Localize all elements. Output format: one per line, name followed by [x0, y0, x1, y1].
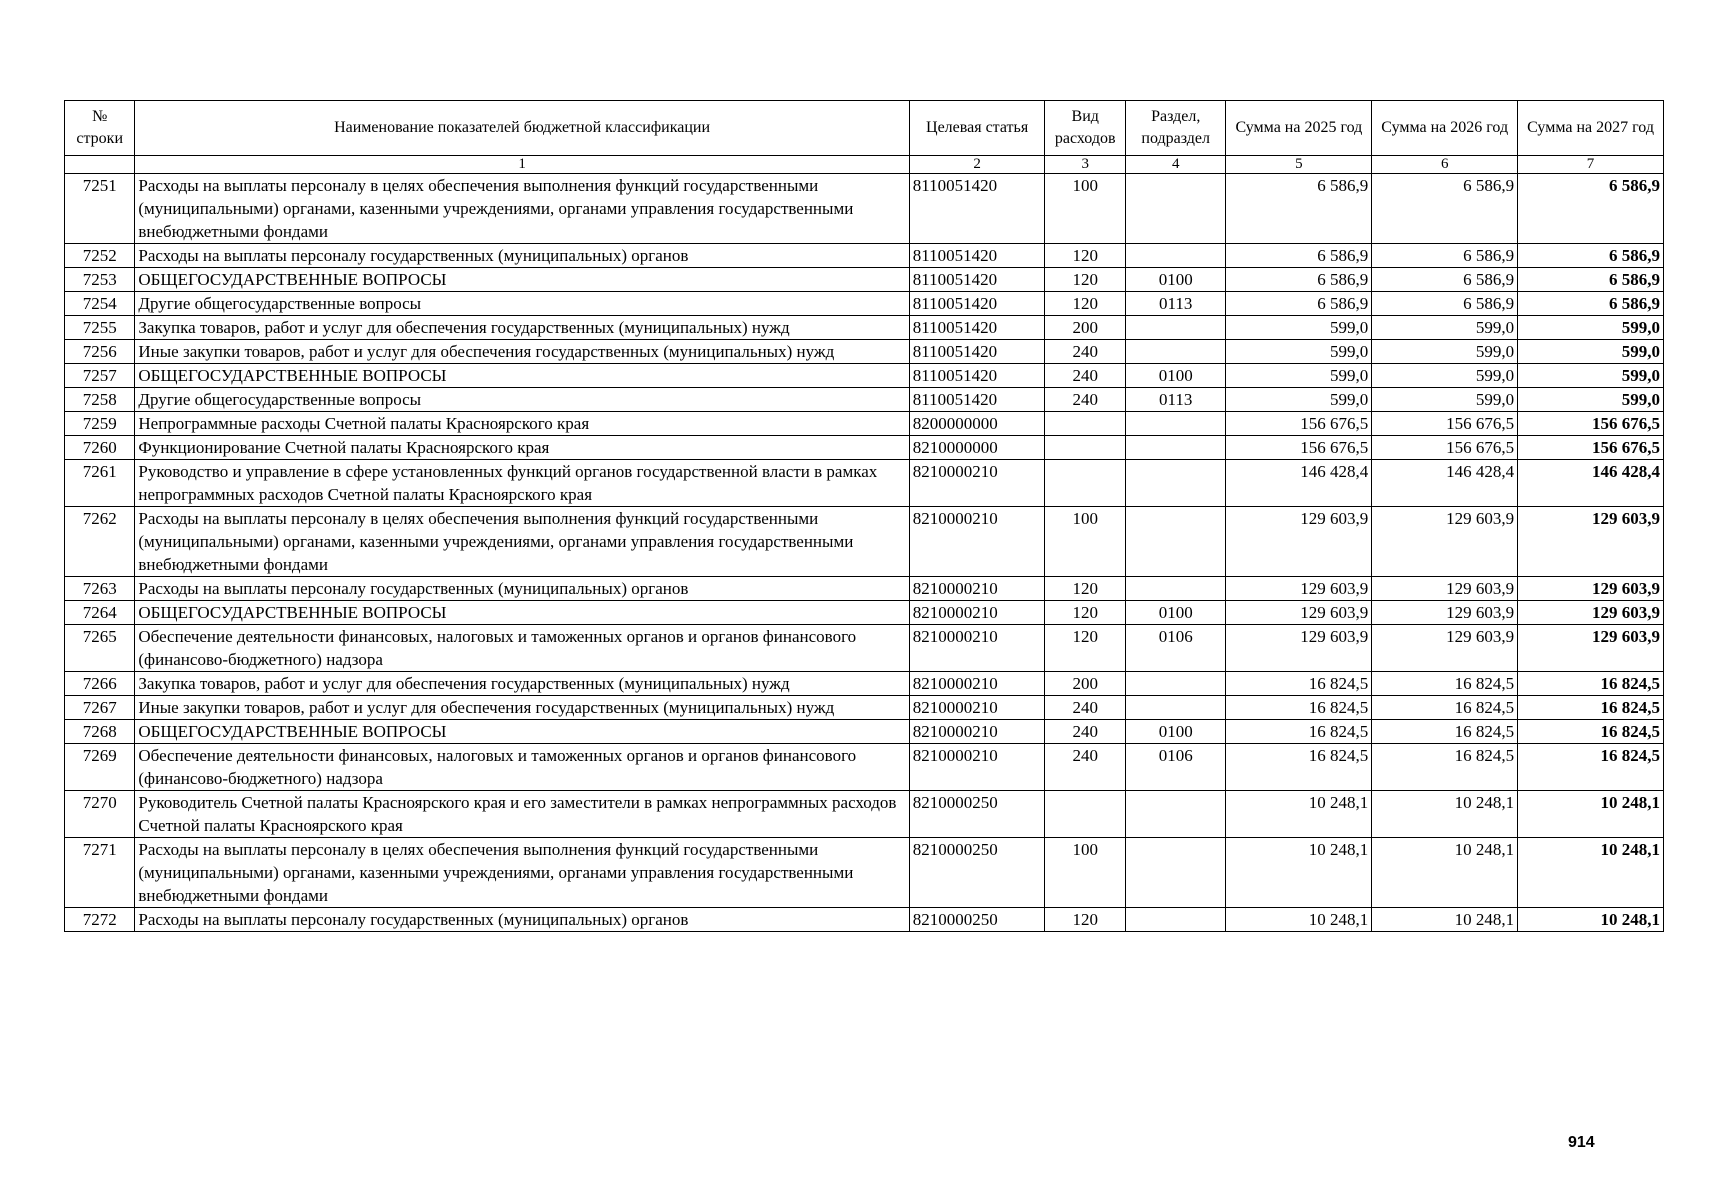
sum-2025-cell: 599,0 [1226, 340, 1372, 364]
sum-2027-cell: 6 586,9 [1518, 174, 1664, 244]
target-article-cell: 8110051420 [909, 364, 1045, 388]
sum-2025-cell: 16 824,5 [1226, 672, 1372, 696]
table-row [65, 244, 1664, 268]
table-row [65, 720, 1664, 744]
target-article-cell: 8210000000 [909, 436, 1045, 460]
row-number-cell: 7257 [65, 364, 135, 388]
sum-2025-cell: 129 603,9 [1226, 601, 1372, 625]
sum-2025-cell: 599,0 [1226, 364, 1372, 388]
sum-2026-cell: 6 586,9 [1372, 244, 1518, 268]
sum-2026-cell: 599,0 [1372, 388, 1518, 412]
expense-type-cell: 100 [1045, 507, 1125, 577]
row-number-cell: 7254 [65, 292, 135, 316]
table-row [65, 316, 1664, 340]
expense-type-cell: 120 [1045, 577, 1125, 601]
column-number: 3 [1045, 156, 1125, 174]
target-article-cell: 8210000210 [909, 744, 1045, 791]
table-row [65, 412, 1664, 436]
expense-type-cell [1045, 791, 1125, 838]
sum-2025-cell: 156 676,5 [1226, 436, 1372, 460]
header-target: Целевая статья [909, 101, 1045, 156]
table-row [65, 672, 1664, 696]
sum-2026-cell: 16 824,5 [1372, 672, 1518, 696]
sum-2025-cell: 16 824,5 [1226, 744, 1372, 791]
sum-2025-cell: 146 428,4 [1226, 460, 1372, 507]
row-number-cell: 7261 [65, 460, 135, 507]
section-cell [1125, 316, 1226, 340]
section-cell: 0100 [1125, 601, 1226, 625]
sum-2027-cell: 16 824,5 [1518, 696, 1664, 720]
section-cell: 0113 [1125, 388, 1226, 412]
sum-2027-cell: 16 824,5 [1518, 672, 1664, 696]
sum-2027-cell: 6 586,9 [1518, 268, 1664, 292]
sum-2025-cell: 156 676,5 [1226, 412, 1372, 436]
column-number: 6 [1372, 156, 1518, 174]
name-cell: Руководство и управление в сфере установленных функций органов государственной власти в рамках непрограммных расходов Счетной палаты Красноярского края [135, 460, 909, 507]
sum-2025-cell: 16 824,5 [1226, 696, 1372, 720]
expense-type-cell: 200 [1045, 316, 1125, 340]
sum-2027-cell: 10 248,1 [1518, 908, 1664, 932]
table-row [65, 625, 1664, 672]
name-cell: Иные закупки товаров, работ и услуг для обеспечения государственных (муниципальных) нужд [135, 696, 909, 720]
expense-type-cell: 240 [1045, 744, 1125, 791]
row-number-cell: 7260 [65, 436, 135, 460]
section-cell: 0113 [1125, 292, 1226, 316]
section-cell [1125, 672, 1226, 696]
sum-2025-cell: 129 603,9 [1226, 507, 1372, 577]
expense-type-cell: 120 [1045, 908, 1125, 932]
section-cell [1125, 696, 1226, 720]
sum-2025-cell: 6 586,9 [1226, 174, 1372, 244]
sum-2026-cell: 16 824,5 [1372, 720, 1518, 744]
section-cell: 0106 [1125, 744, 1226, 791]
name-cell: Иные закупки товаров, работ и услуг для обеспечения государственных (муниципальных) нужд [135, 340, 909, 364]
sum-2026-cell: 599,0 [1372, 364, 1518, 388]
sum-2026-cell: 599,0 [1372, 316, 1518, 340]
target-article-cell: 8110051420 [909, 292, 1045, 316]
target-article-cell: 8210000250 [909, 908, 1045, 932]
header-section: Раздел, подраздел [1125, 101, 1226, 156]
row-number-cell: 7264 [65, 601, 135, 625]
sum-2025-cell: 6 586,9 [1226, 292, 1372, 316]
section-cell: 0100 [1125, 720, 1226, 744]
expense-type-cell: 120 [1045, 601, 1125, 625]
sum-2027-cell: 6 586,9 [1518, 292, 1664, 316]
expense-type-cell [1045, 412, 1125, 436]
row-number-cell: 7262 [65, 507, 135, 577]
table-row [65, 601, 1664, 625]
name-cell: ОБЩЕГОСУДАРСТВЕННЫЕ ВОПРОСЫ [135, 268, 909, 292]
sum-2026-cell: 10 248,1 [1372, 838, 1518, 908]
target-article-cell: 8210000210 [909, 460, 1045, 507]
expense-type-cell: 120 [1045, 625, 1125, 672]
table-row [65, 791, 1664, 838]
sum-2026-cell: 129 603,9 [1372, 577, 1518, 601]
name-cell: Закупка товаров, работ и услуг для обеспечения государственных (муниципальных) нужд [135, 672, 909, 696]
name-cell: ОБЩЕГОСУДАРСТВЕННЫЕ ВОПРОСЫ [135, 601, 909, 625]
sum-2025-cell: 6 586,9 [1226, 268, 1372, 292]
table-row [65, 388, 1664, 412]
sum-2027-cell: 599,0 [1518, 388, 1664, 412]
name-cell: Расходы на выплаты персоналу государственных (муниципальных) органов [135, 244, 909, 268]
sum-2027-cell: 146 428,4 [1518, 460, 1664, 507]
sum-2025-cell: 10 248,1 [1226, 908, 1372, 932]
name-cell: Другие общегосударственные вопросы [135, 292, 909, 316]
column-number: 4 [1125, 156, 1226, 174]
sum-2026-cell: 599,0 [1372, 340, 1518, 364]
expense-type-cell: 120 [1045, 268, 1125, 292]
target-article-cell: 8210000210 [909, 672, 1045, 696]
name-cell: Расходы на выплаты персоналу государственных (муниципальных) органов [135, 577, 909, 601]
row-number-cell: 7267 [65, 696, 135, 720]
row-number-cell: 7263 [65, 577, 135, 601]
name-cell: ОБЩЕГОСУДАРСТВЕННЫЕ ВОПРОСЫ [135, 720, 909, 744]
expense-type-cell: 240 [1045, 696, 1125, 720]
sum-2027-cell: 599,0 [1518, 340, 1664, 364]
sum-2025-cell: 10 248,1 [1226, 838, 1372, 908]
sum-2026-cell: 156 676,5 [1372, 436, 1518, 460]
name-cell: Другие общегосударственные вопросы [135, 388, 909, 412]
name-cell: Непрограммные расходы Счетной палаты Красноярского края [135, 412, 909, 436]
table-row [65, 838, 1664, 908]
target-article-cell: 8210000250 [909, 838, 1045, 908]
section-cell [1125, 460, 1226, 507]
row-number-cell: 7271 [65, 838, 135, 908]
name-cell: ОБЩЕГОСУДАРСТВЕННЫЕ ВОПРОСЫ [135, 364, 909, 388]
target-article-cell: 8110051420 [909, 316, 1045, 340]
row-number-cell: 7253 [65, 268, 135, 292]
header-expense-type: Вид расходов [1045, 101, 1125, 156]
row-number-cell: 7251 [65, 174, 135, 244]
section-cell [1125, 577, 1226, 601]
sum-2026-cell: 129 603,9 [1372, 601, 1518, 625]
sum-2027-cell: 599,0 [1518, 364, 1664, 388]
column-number: 7 [1518, 156, 1664, 174]
sum-2027-cell: 129 603,9 [1518, 601, 1664, 625]
target-article-cell: 8110051420 [909, 174, 1045, 244]
sum-2025-cell: 129 603,9 [1226, 625, 1372, 672]
target-article-cell: 8110051420 [909, 268, 1045, 292]
sum-2027-cell: 6 586,9 [1518, 244, 1664, 268]
table-row [65, 744, 1664, 791]
expense-type-cell [1045, 436, 1125, 460]
section-cell [1125, 174, 1226, 244]
section-cell: 0100 [1125, 364, 1226, 388]
name-cell: Расходы на выплаты персоналу государственных (муниципальных) органов [135, 908, 909, 932]
table-row [65, 460, 1664, 507]
column-number: 5 [1226, 156, 1372, 174]
target-article-cell: 8210000210 [909, 696, 1045, 720]
table-row [65, 696, 1664, 720]
name-cell: Расходы на выплаты персоналу в целях обеспечения выполнения функций государственными (муниципальными) органами, казенными учреждениями, органами управления государственными внебюджетными фондами [135, 174, 909, 244]
expense-type-cell: 100 [1045, 838, 1125, 908]
header-name: Наименование показателей бюджетной классификации [135, 101, 909, 156]
sum-2027-cell: 599,0 [1518, 316, 1664, 340]
sum-2026-cell: 6 586,9 [1372, 292, 1518, 316]
sum-2026-cell: 10 248,1 [1372, 908, 1518, 932]
name-cell: Функционирование Счетной палаты Красноярского края [135, 436, 909, 460]
column-number [65, 156, 135, 174]
table-row [65, 364, 1664, 388]
name-cell: Руководитель Счетной палаты Красноярского края и его заместители в рамках непрограммных расходов Счетной палаты Красноярского края [135, 791, 909, 838]
name-cell: Расходы на выплаты персоналу в целях обеспечения выполнения функций государственными (муниципальными) органами, казенными учреждениями, органами управления государственными внебюджетными фондами [135, 507, 909, 577]
section-cell [1125, 436, 1226, 460]
page-number: 914 [1568, 1134, 1595, 1151]
expense-type-cell: 240 [1045, 388, 1125, 412]
sum-2027-cell: 129 603,9 [1518, 507, 1664, 577]
expense-type-cell [1045, 460, 1125, 507]
section-cell [1125, 507, 1226, 577]
row-number-cell: 7252 [65, 244, 135, 268]
sum-2026-cell: 16 824,5 [1372, 744, 1518, 791]
table-header [65, 101, 1664, 156]
target-article-cell: 8210000210 [909, 625, 1045, 672]
expense-type-cell: 240 [1045, 340, 1125, 364]
section-cell: 0106 [1125, 625, 1226, 672]
target-article-cell: 8110051420 [909, 244, 1045, 268]
sum-2025-cell: 6 586,9 [1226, 244, 1372, 268]
section-cell [1125, 908, 1226, 932]
expense-type-cell: 240 [1045, 364, 1125, 388]
target-article-cell: 8200000000 [909, 412, 1045, 436]
sum-2025-cell: 129 603,9 [1226, 577, 1372, 601]
row-number-cell: 7259 [65, 412, 135, 436]
name-cell: Расходы на выплаты персоналу в целях обеспечения выполнения функций государственными (муниципальными) органами, казенными учреждениями, органами управления государственными внебюджетными фондами [135, 838, 909, 908]
header-sum-2026: Сумма на 2026 год [1372, 101, 1518, 156]
column-number-row [65, 156, 1664, 174]
sum-2026-cell: 129 603,9 [1372, 507, 1518, 577]
row-number-cell: 7269 [65, 744, 135, 791]
row-number-cell: 7272 [65, 908, 135, 932]
sum-2027-cell: 129 603,9 [1518, 577, 1664, 601]
target-article-cell: 8210000210 [909, 507, 1045, 577]
sum-2027-cell: 16 824,5 [1518, 720, 1664, 744]
header-sum-2027: Сумма на 2027 год [1518, 101, 1664, 156]
sum-2026-cell: 10 248,1 [1372, 791, 1518, 838]
sum-2026-cell: 156 676,5 [1372, 412, 1518, 436]
row-number-cell: 7255 [65, 316, 135, 340]
target-article-cell: 8210000210 [909, 577, 1045, 601]
table-row [65, 174, 1664, 244]
row-number-cell: 7258 [65, 388, 135, 412]
sum-2027-cell: 156 676,5 [1518, 412, 1664, 436]
expense-type-cell: 120 [1045, 292, 1125, 316]
section-cell [1125, 340, 1226, 364]
name-cell: Обеспечение деятельности финансовых, налоговых и таможенных органов и органов финансового (финансово-бюджетного) надзора [135, 744, 909, 791]
table-row [65, 507, 1664, 577]
table-row [65, 340, 1664, 364]
sum-2027-cell: 129 603,9 [1518, 625, 1664, 672]
row-number-cell: 7256 [65, 340, 135, 364]
sum-2025-cell: 599,0 [1226, 388, 1372, 412]
section-cell [1125, 791, 1226, 838]
target-article-cell: 8110051420 [909, 388, 1045, 412]
sum-2026-cell: 146 428,4 [1372, 460, 1518, 507]
sum-2026-cell: 129 603,9 [1372, 625, 1518, 672]
sum-2027-cell: 10 248,1 [1518, 838, 1664, 908]
sum-2026-cell: 6 586,9 [1372, 174, 1518, 244]
row-number-cell: 7265 [65, 625, 135, 672]
header-sum-2025: Сумма на 2025 год [1226, 101, 1372, 156]
target-article-cell: 8110051420 [909, 340, 1045, 364]
row-number-cell: 7270 [65, 791, 135, 838]
target-article-cell: 8210000250 [909, 791, 1045, 838]
target-article-cell: 8210000210 [909, 720, 1045, 744]
sum-2027-cell: 10 248,1 [1518, 791, 1664, 838]
table-row [65, 908, 1664, 932]
table-row [65, 436, 1664, 460]
target-article-cell: 8210000210 [909, 601, 1045, 625]
expense-type-cell: 200 [1045, 672, 1125, 696]
sum-2026-cell: 16 824,5 [1372, 696, 1518, 720]
section-cell: 0100 [1125, 268, 1226, 292]
sum-2025-cell: 16 824,5 [1226, 720, 1372, 744]
sum-2027-cell: 16 824,5 [1518, 744, 1664, 791]
sum-2027-cell: 156 676,5 [1518, 436, 1664, 460]
budget-table [64, 100, 1664, 932]
name-cell: Закупка товаров, работ и услуг для обеспечения государственных (муниципальных) нужд [135, 316, 909, 340]
column-number: 1 [135, 156, 909, 174]
sum-2025-cell: 10 248,1 [1226, 791, 1372, 838]
column-number: 2 [909, 156, 1045, 174]
expense-type-cell: 120 [1045, 244, 1125, 268]
header-row-no: № строки [65, 101, 135, 156]
table-body [65, 156, 1664, 932]
section-cell [1125, 412, 1226, 436]
table-row [65, 292, 1664, 316]
table-row [65, 268, 1664, 292]
sum-2025-cell: 599,0 [1226, 316, 1372, 340]
row-number-cell: 7268 [65, 720, 135, 744]
name-cell: Обеспечение деятельности финансовых, налоговых и таможенных органов и органов финансового (финансово-бюджетного) надзора [135, 625, 909, 672]
row-number-cell: 7266 [65, 672, 135, 696]
section-cell [1125, 244, 1226, 268]
sum-2026-cell: 6 586,9 [1372, 268, 1518, 292]
section-cell [1125, 838, 1226, 908]
table-row [65, 577, 1664, 601]
expense-type-cell: 240 [1045, 720, 1125, 744]
expense-type-cell: 100 [1045, 174, 1125, 244]
